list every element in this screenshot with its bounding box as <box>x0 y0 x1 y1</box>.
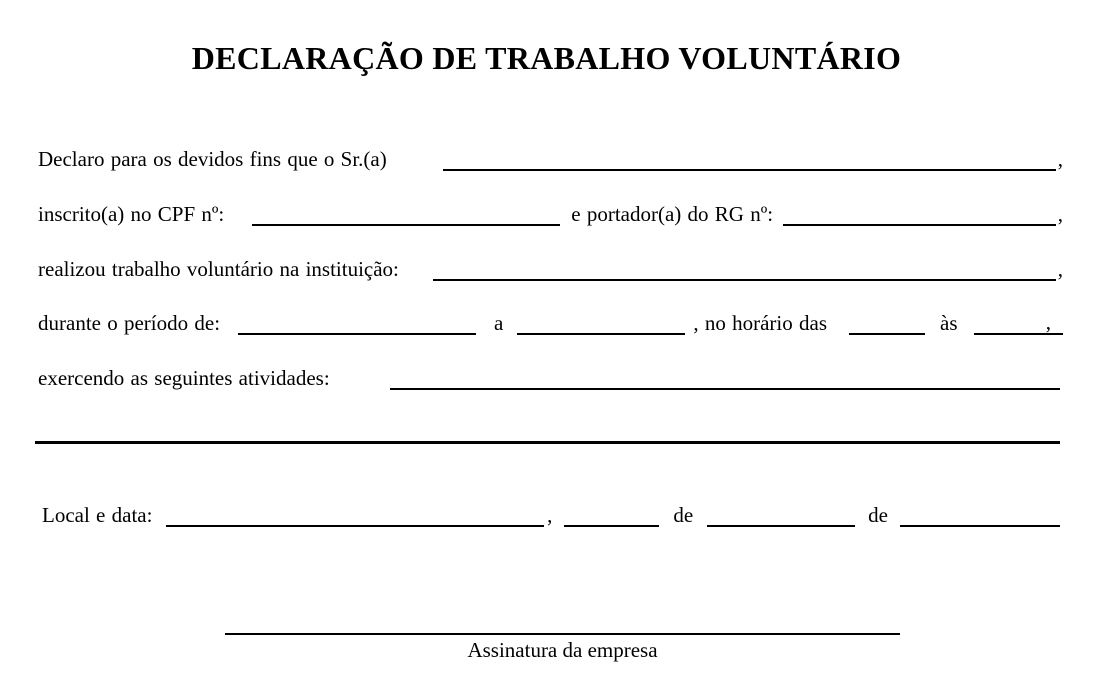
institution-label: realizou trabalho voluntário na instituição: <box>38 257 399 281</box>
day-field[interactable] <box>564 525 659 527</box>
activities-label: exercendo as seguintes atividades: <box>38 366 330 390</box>
de-word: de <box>673 503 694 527</box>
month-field[interactable] <box>707 525 855 527</box>
comma: , <box>1045 310 1051 334</box>
line-period-time <box>0 311 1093 335</box>
period-start-field[interactable] <box>238 333 476 335</box>
line-activities <box>0 366 1093 390</box>
signature-field[interactable] <box>225 633 900 635</box>
local-field[interactable] <box>166 525 544 527</box>
cpf-label: inscrito(a) no CPF nº: <box>38 202 225 226</box>
comma: , <box>547 503 553 527</box>
comma: , <box>1057 202 1063 226</box>
comma: , <box>1057 147 1063 171</box>
name-field[interactable] <box>443 169 1056 171</box>
institution-field[interactable] <box>433 279 1056 281</box>
schedule-label: , no horário das <box>693 311 827 335</box>
local-date-label: Local e data: <box>42 503 153 527</box>
time-to-field[interactable] <box>974 310 1064 335</box>
de-word: de <box>868 503 888 527</box>
cpf-field[interactable] <box>252 224 560 226</box>
line-institution <box>0 257 1093 281</box>
comma: , <box>1057 257 1063 281</box>
schedule-as-word: às <box>940 311 958 335</box>
activities-continuation-field[interactable] <box>35 441 1060 444</box>
signature-caption: Assinatura da empresa <box>467 638 658 662</box>
line-local-date <box>0 503 1093 527</box>
period-label: durante o período de: <box>38 311 221 335</box>
rg-field[interactable] <box>783 224 1056 226</box>
activities-field[interactable] <box>390 388 1060 390</box>
declaration-label: Declaro para os devidos fins que o Sr.(a) <box>38 147 387 171</box>
document-title: DECLARAÇÃO DE TRABALHO VOLUNTÁRIO <box>191 40 902 76</box>
year-field[interactable] <box>900 525 1060 527</box>
line-declaration <box>0 147 1093 171</box>
period-to-word: a <box>494 311 504 335</box>
time-from-field[interactable] <box>849 333 925 335</box>
period-end-field[interactable] <box>517 333 685 335</box>
rg-label: e portador(a) do RG nº: <box>571 202 774 226</box>
line-cpf-rg <box>0 202 1093 226</box>
